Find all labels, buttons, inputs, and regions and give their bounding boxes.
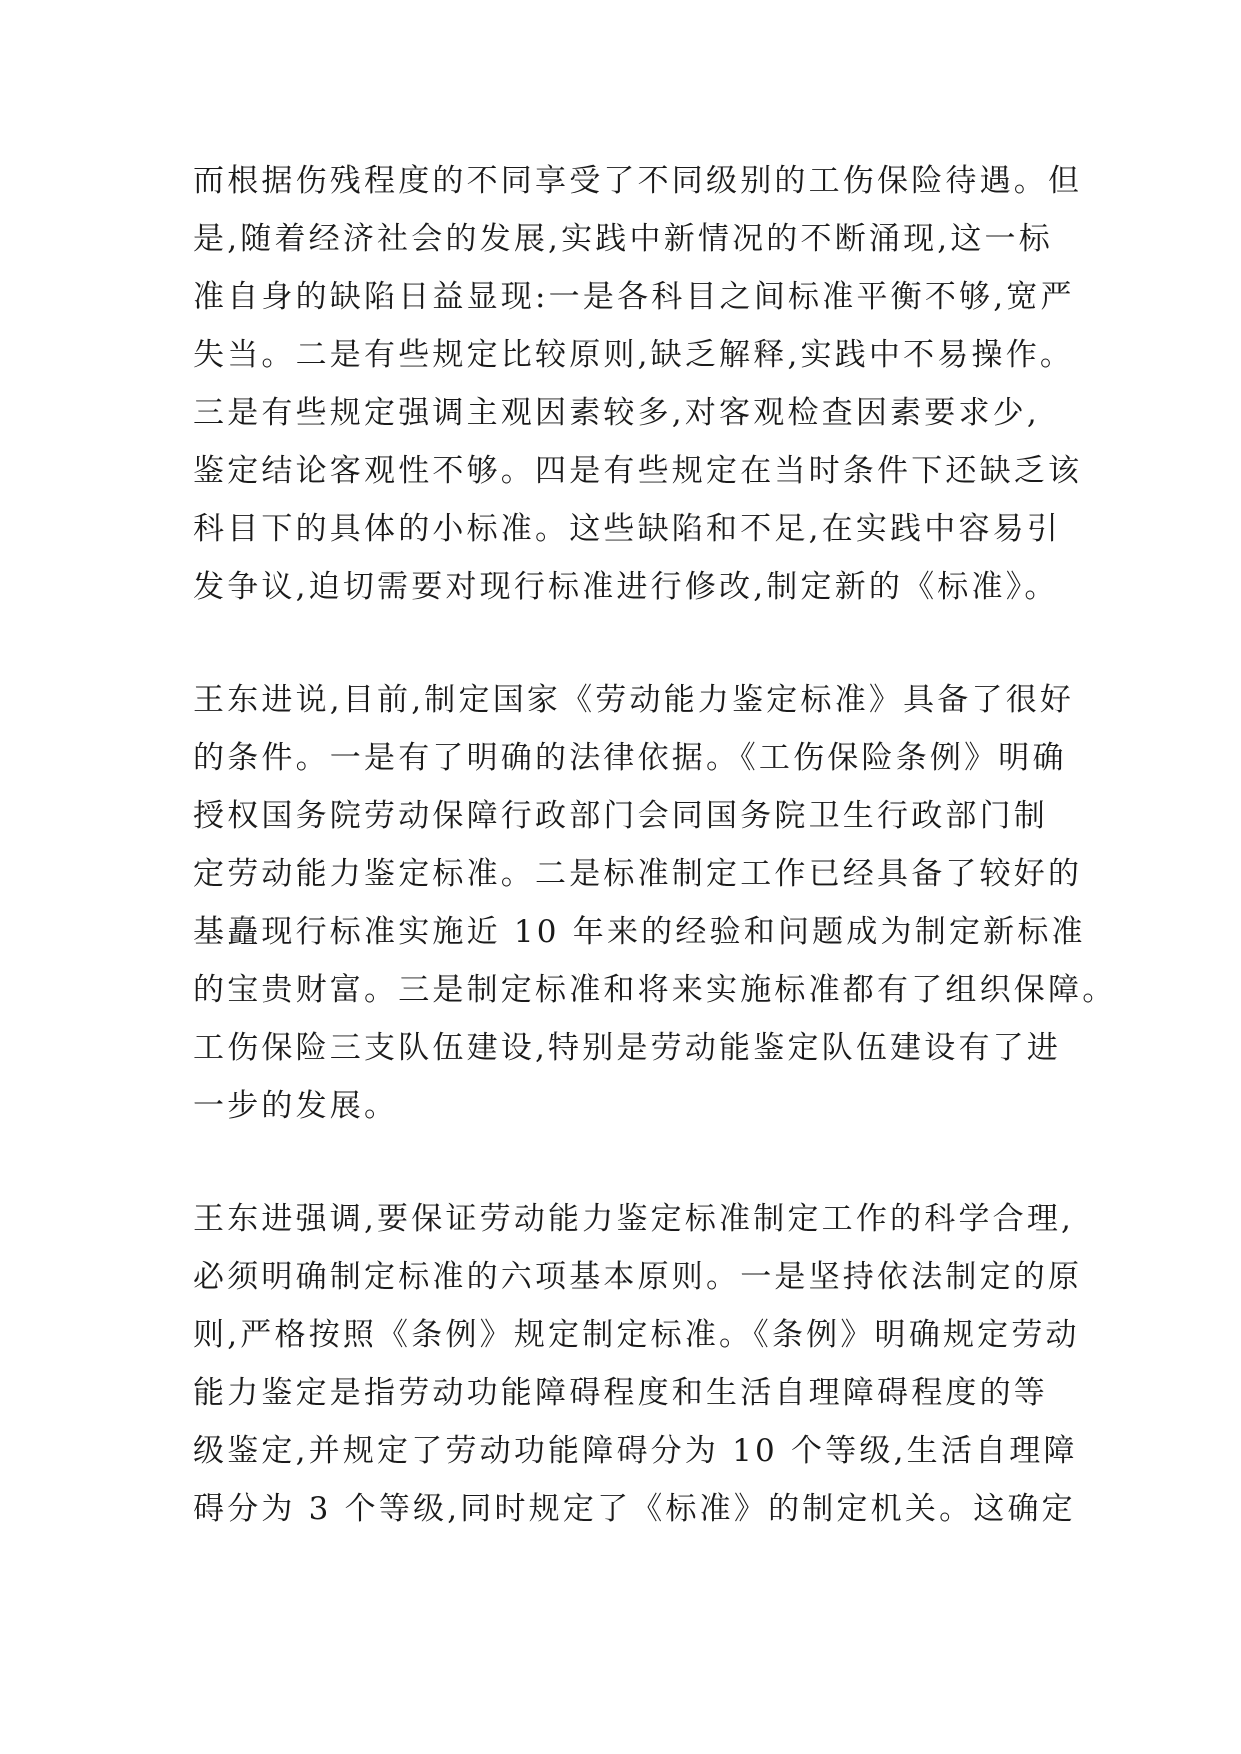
- document-body: [193, 152, 1117, 1593]
- text-line: 是,随着经济社会的发展,实践中新情况的不断涌现,这一标: [193, 221, 1053, 257]
- text-line: 鉴定结论客观性不够。四是有些规定在当时条件下还缺乏该: [193, 453, 1083, 489]
- text-line: 基矗现行标准实施近 10 年来的经验和问题成为制定新标准: [193, 914, 1086, 950]
- text-line: 工伤保险三支队伍建设,特别是劳动能鉴定队伍建设有了进: [193, 1030, 1062, 1066]
- text-line: 授权国务院劳动保障行政部门会同国务院卫生行政部门制: [193, 798, 1048, 834]
- text-line: 王东进强调,要保证劳动能力鉴定标准制定工作的科学合理,: [193, 1201, 1075, 1237]
- text-line: 能力鉴定是指劳动功能障碍程度和生活自理障碍程度的等: [193, 1375, 1048, 1411]
- text-line: 定劳动能力鉴定标准。二是标准制定工作已经具备了较好的: [193, 856, 1083, 892]
- text-line: 失当。二是有些规定比较原则,缺乏解释,实践中不易操作。: [193, 337, 1075, 373]
- text-line: 王东进说,目前,制定国家《劳动能力鉴定标准》具备了很好: [193, 682, 1075, 718]
- text-line: 一步的发展。: [193, 1088, 399, 1124]
- text-line: 而根据伤残程度的不同享受了不同级别的工伤保险待遇。但: [193, 163, 1083, 199]
- text-line: 则,严格按照《条例》规定制定标准。《条例》明确规定劳动: [193, 1317, 1080, 1353]
- paragraph-1: [193, 152, 1083, 616]
- text-line: 准自身的缺陷日益显现:一是各科目之间标准平衡不够,宽严: [193, 279, 1075, 315]
- text-line: 三是有些规定强调主观因素较多,对客观检查因素要求少,: [193, 395, 1040, 431]
- paragraph-2: [193, 671, 1117, 1135]
- text-line: 的宝贵财富。三是制定标准和将来实施标准都有了组织保障。: [193, 972, 1117, 1008]
- text-line: 碍分为 3 个等级,同时规定了《标准》的制定机关。这确定: [193, 1491, 1076, 1527]
- paragraph-3: [193, 1190, 1083, 1538]
- text-line: 级鉴定,并规定了劳动功能障碍分为 10 个等级,生活自理障: [193, 1433, 1078, 1469]
- text-line: 科目下的具体的小标准。这些缺陷和不足,在实践中容易引: [193, 511, 1062, 547]
- text-line: 的条件。一是有了明确的法律依据。《工伤保险条例》明确: [193, 740, 1067, 776]
- text-line: 必须明确制定标准的六项基本原则。一是坚持依法制定的原: [193, 1259, 1083, 1295]
- text-line: 发争议,迫切需要对现行标准进行修改,制定新的《标准》。: [193, 569, 1059, 605]
